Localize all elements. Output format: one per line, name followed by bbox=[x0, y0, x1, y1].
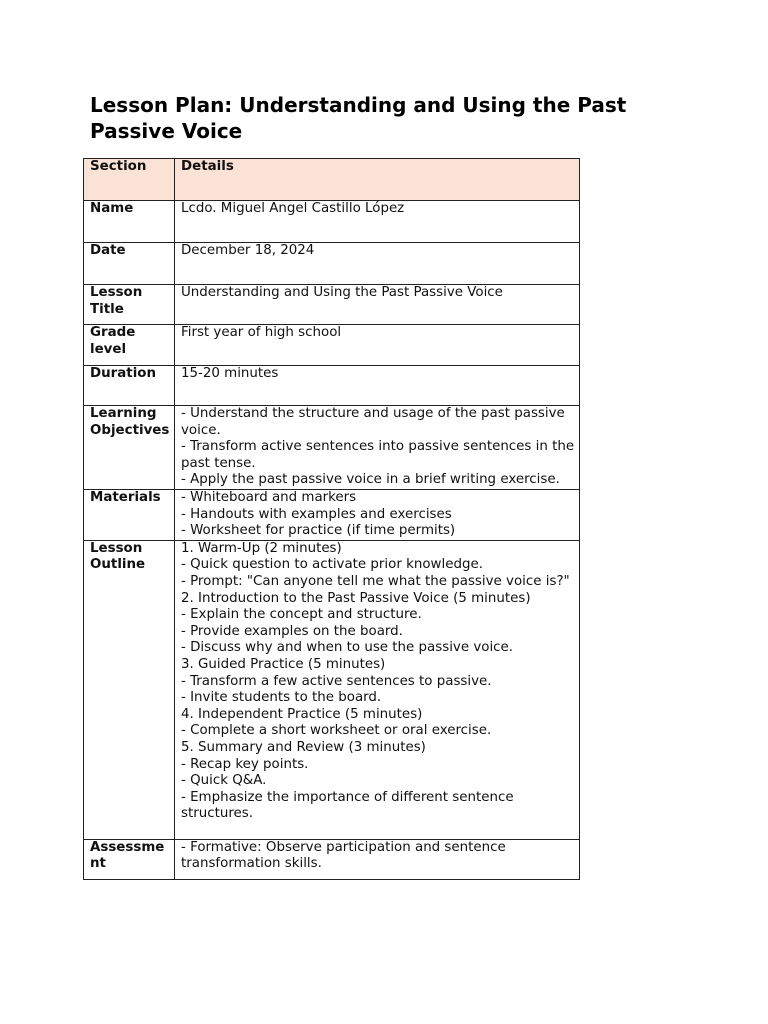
table-row-name bbox=[84, 201, 580, 243]
row-label: Materials bbox=[84, 490, 175, 541]
row-label: Name bbox=[84, 201, 175, 243]
row-label: Assessment bbox=[84, 839, 175, 879]
table-row-lesson-title bbox=[84, 285, 580, 325]
table-row-grade-level bbox=[84, 325, 580, 366]
header-details: Details bbox=[175, 159, 580, 201]
row-value: 1. Warm-Up (2 minutes) - Quick question to activate prior knowledge. - Prompt: "Can anyone tell me what the passive voice is?" 2. Introduction to the Past Passive Voice (5 minutes) - Explain the concept and structure. - Provide examples on the board. - Discuss why and when to use the passive voice. 3. Guided Practice (5 minutes) - Transform a few active sentences to passive. - Invite students to the board. 4. Independent Practice (5 minutes) - Complete a short worksheet or oral exercise. 5. Summary and Review (3 minutes) - Recap key points. - Quick Q&A. - Emphasize the importance of different sentence structures. bbox=[175, 540, 580, 839]
row-value: 15-20 minutes bbox=[175, 366, 580, 406]
row-value: First year of high school bbox=[175, 325, 580, 366]
row-value: - Whiteboard and markers - Handouts with examples and exercises - Worksheet for practice (if time permits) bbox=[175, 490, 580, 541]
table-row-learning-objectives bbox=[84, 406, 580, 490]
table-row-date bbox=[84, 243, 580, 285]
header-section: Section bbox=[84, 159, 175, 201]
page-title: Lesson Plan: Understanding and Using the Past Passive Voice bbox=[90, 93, 627, 143]
lesson-plan-table bbox=[83, 158, 580, 880]
row-label: Lesson Outline bbox=[84, 540, 175, 839]
row-value: - Formative: Observe participation and sentence transformation skills. bbox=[175, 839, 580, 879]
row-label: Date bbox=[84, 243, 175, 285]
table-row-duration bbox=[84, 366, 580, 406]
table-row-assessment bbox=[84, 839, 580, 879]
row-label: Duration bbox=[84, 366, 175, 406]
table-row-materials bbox=[84, 490, 580, 541]
table-row-lesson-outline bbox=[84, 540, 580, 839]
table-header-row bbox=[84, 159, 580, 201]
row-label: Grade level bbox=[84, 325, 175, 366]
row-label: Learning Objectives bbox=[84, 406, 175, 490]
row-value: Understanding and Using the Past Passive Voice bbox=[175, 285, 580, 325]
row-value: - Understand the structure and usage of the past passive voice. - Transform active sentences into passive sentences in the past tense. - Apply the past passive voice in a brief writing exercise. bbox=[175, 406, 580, 490]
row-value: Lcdo. Miguel Angel Castillo López bbox=[175, 201, 580, 243]
row-value: December 18, 2024 bbox=[175, 243, 580, 285]
row-label: Lesson Title bbox=[84, 285, 175, 325]
